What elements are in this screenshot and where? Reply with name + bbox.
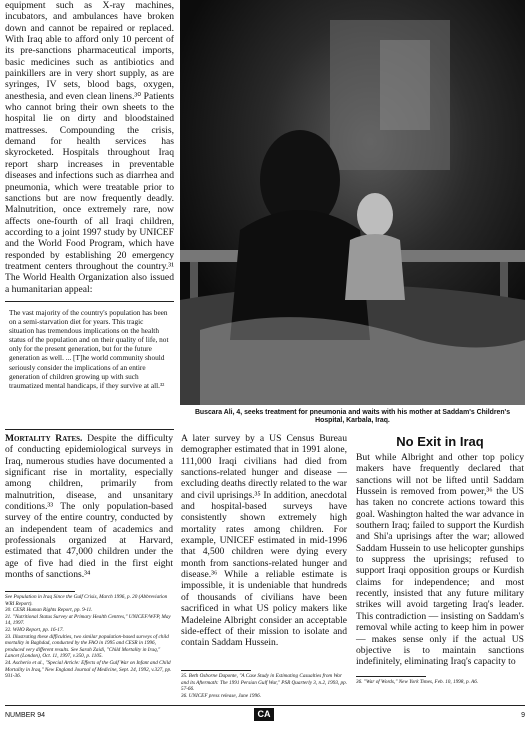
paragraph: Despite the difficulty of conducting epidemiological surveys in Iraq, numerous studies have documented a significant rise in mortality, especially among children, primarily from malnutrition, disease, and unsanitary conditions.³³ The only population-based survey of the entire country, conducted by an independent team of academics and professionals organized at Harvard, estimated that 47,000 children under the age of five had died in the first eight months of sanctions.³⁴: [5, 433, 173, 581]
footnote: 36. UNICEF press release, June 1996.: [181, 692, 262, 699]
article-text-column-2: [181, 433, 347, 665]
paragraph: A later survey by a US Census Bureau demographer estimated that in 1991 alone, 111,000 Iraqi civilians had died from sanctions-related hunger and disease — excluding deaths directly related to the war and civil uprisings.³⁵ In addition, anecdotal and hospital-based surveys have consistently shown extremely high mortality rates among children. For example, UNICEF estimated in mid-1996 that 4,500 children were dying every month from sanctions-related hunger and disease.³⁶ While a reliable estimate is impossible, it is undeniable that hundreds of thousands of civilians have been sacrificed in what US policy makers like Madeleine Albright consider an acceptable side-effect of their mission to isolate and contain Saddam Hussein.: [181, 433, 347, 649]
photo-caption: Buscara Ali, 4, seeks treatment for pneumonia and waits with his mother at Saddam's Children's Hospital, Karbala, Iraq.: [194, 409, 511, 425]
article-text-column-1-top: [5, 0, 174, 295]
magazine-logo: CA: [254, 708, 274, 721]
who-quote-box: [5, 301, 174, 430]
footnote-divider: [181, 670, 251, 671]
hospital-photo: [180, 0, 525, 405]
article-text-column-3: [356, 452, 524, 670]
issue-number: NUMBER 94: [5, 712, 46, 719]
paragraph: equipment such as X-ray machines, incubators, and ambulances have broken down and cannot be repaired or replaced. With Iraq able to afford only 10 percent of its pre-sanctions pharmaceutical imports, basic medicines such as antibiotics and painkillers are in very short supply, as are syringes, IV sets, blood bags, oxygen, anesthesia, and even clean linens.³⁰ Patients who cannot bring their own sheets to the hospital lie on dirty and bloodstained mattresses. Compounding the crisis, demand for health services has skyrocketed. Hospitals throughout Iraq report sharp increases in preventable diseases and infections such as diarrhea and pneumonia, which were treatable prior to sanctions but are now frequently deadly. Malnutrition, once extremely rare, now affects one-fourth of all Iraqi children, according to a joint 1997 study by UNICEF and the World Food Program, which have responded by establishing 20 emergency treatment centers throughout the country.³¹ The World Health Organization also issued a humanitarian appeal:: [5, 0, 174, 295]
footnotes-column-1: [5, 591, 173, 680]
footnote: 31. "Nutritional Status Survey at Primary Health Centres," UNICEF/WFP, May 14, 1997.: [5, 613, 171, 627]
footnotes-column-3: [356, 676, 524, 686]
footnote: 35. Beth Osborne Daponte, "A Case Study in Estimating Casualties from War and its Aftermath: The 1991 Persian Gulf War," PSR Quarterly 3, n.2, 1993, pp. 57-66.: [181, 673, 348, 693]
page-number: 9: [521, 712, 525, 719]
footnote-divider: [356, 676, 426, 677]
section-heading-no-exit-in-iraq: No Exit in Iraq: [396, 434, 484, 449]
footnote: 30. CESR Human Rights Report, pp. 9-11.: [5, 607, 93, 614]
footnote: 36. "War of Words," New York Times, Feb. 10, 1998, p. A6.: [356, 679, 479, 685]
article-text-column-1-bottom: [5, 433, 173, 588]
footnote: See Population in Iraq Since the Gulf Crisis, March 1996, p. 20 (Abbreviation WRI Report).: [5, 594, 168, 607]
footer-rule: [5, 705, 525, 706]
footnote: 32. WHO Report, pp. 16-17.: [5, 626, 64, 633]
footnote-divider: [5, 591, 75, 592]
footnote: 34. Ascherio et al., "Special Article: Effects of the Gulf War on Infant and Child Mortality in Iraq," New England Journal of Medicine, Sept. 24, 1992, v.327, pp. 931-36.: [5, 659, 172, 680]
footnote: 33. Illustrating these difficulties, two similar population-based surveys of child mortality in Baghdad, conducted by the FAO in 1995 and CESR in 1996, produced very different results. See Sarah Zaidi, "Child Mortality in Iraq," Lancet (London), Oct. 11, 1997, v.350, p. 1105.: [5, 633, 169, 660]
section-lead-mortality-rates: Mortality Rates.: [5, 433, 83, 444]
photo-image: [180, 0, 525, 405]
footnotes-column-2: [181, 670, 347, 699]
paragraph: But while Albright and other top policy makers have frequently declared that sanctions will not be lifted until Saddam Hussein is removed from power,³⁶ the US has taken no concrete actions toward this goal. Washington halted the war advance in southern Iraq; failed to support the Kurdish and Shi'a uprisings after the war; allowed Saddam Hussein to use helicopter gunships to suppress the uprisings; refused to support Iraqi opposition groups or Kurdish claims for independence; and most recently, insisted that any future military strikes will avoid targeting Iraq's leader. This contradiction — insisting on Saddam's removal while acting to keep him in power — makes sense only if the actual US objective is to maintain sanctions indefinitely, eliminating Iraq's capacity to: [356, 452, 524, 668]
quote-text: The vast majority of the country's population has been on a semi-starvation diet for years. This tragic situation has tremendous implications on the health status of the population and on their quality of life, not only for the present generation, but for the future generation as well. ... [T]he world community should seriously consider the implications of an entire generation of children growing up with such traumatized mental handicaps, if they survive at all.³²: [9, 308, 169, 390]
